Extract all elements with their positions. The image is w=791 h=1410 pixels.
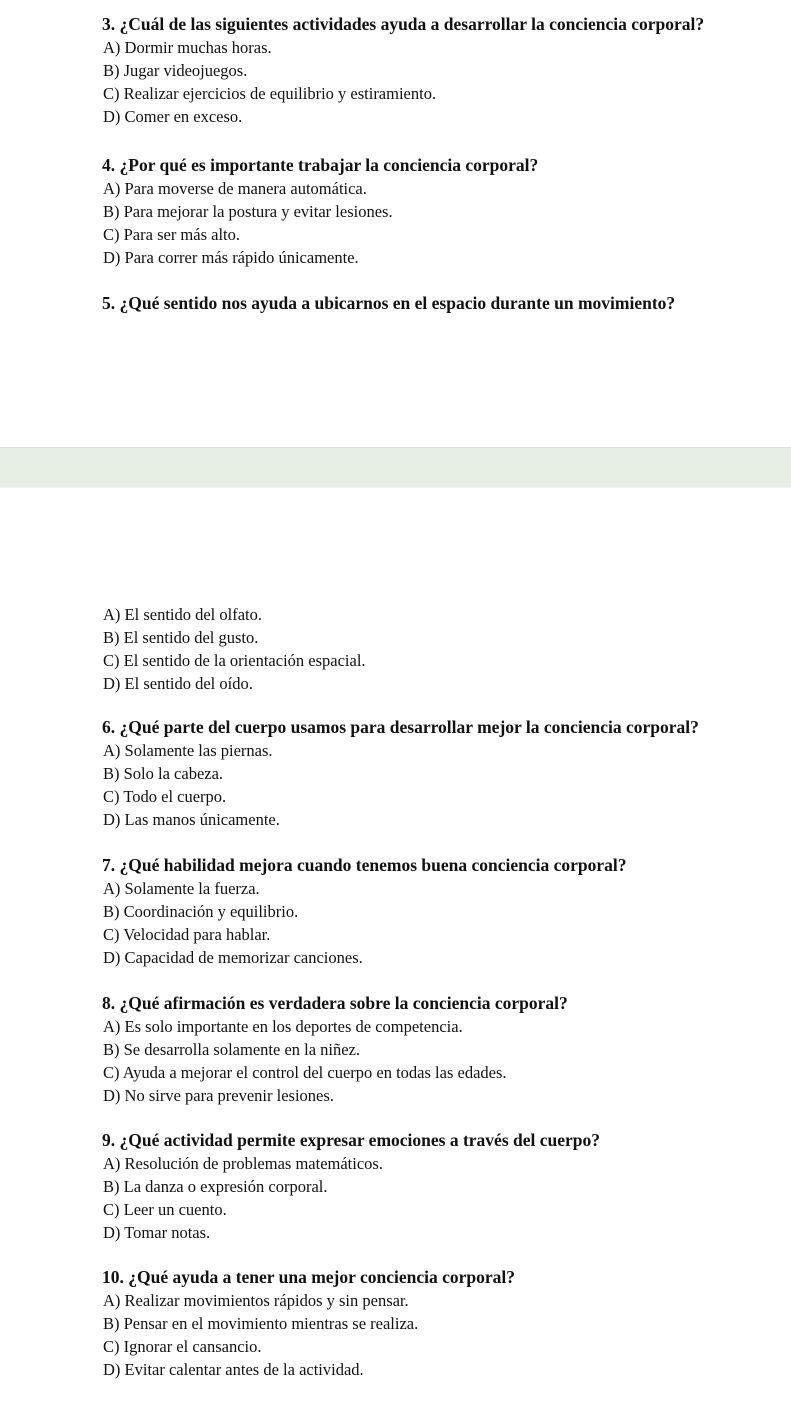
question-title: 10. ¿Qué ayuda a tener una mejor conciencia corporal?	[102, 1267, 515, 1287]
option-d: D) El sentido del oído.	[103, 674, 253, 693]
option-b: B) Se desarrolla solamente en la niñez.	[103, 1040, 361, 1059]
option-b: B) El sentido del gusto.	[103, 628, 259, 647]
option-a: A) Solamente la fuerza.	[103, 879, 260, 898]
option-b: B) Coordinación y equilibrio.	[103, 902, 299, 921]
option-a: A) Dormir muchas horas.	[103, 38, 272, 57]
option-d: D) Comer en exceso.	[103, 107, 243, 126]
option-a: A) Realizar movimientos rápidos y sin pensar.	[103, 1291, 409, 1310]
option-b: B) Para mejorar la postura y evitar lesiones.	[103, 202, 393, 221]
option-a: A) Para moverse de manera automática.	[103, 179, 367, 198]
option-a: A) Solamente las piernas.	[103, 741, 273, 760]
option-c: C) El sentido de la orientación espacial.	[103, 651, 366, 670]
question-8	[103, 991, 791, 1107]
option-d: D) Evitar calentar antes de la actividad.	[103, 1360, 364, 1379]
question-title: 8. ¿Qué afirmación es verdadera sobre la conciencia corporal?	[102, 993, 568, 1013]
option-c: C) Velocidad para hablar.	[103, 925, 271, 944]
option-a: A) Resolución de problemas matemáticos.	[103, 1154, 383, 1173]
option-c: C) Para ser más alto.	[103, 225, 241, 244]
question-6	[103, 715, 791, 831]
option-b: B) Pensar en el movimiento mientras se realiza.	[103, 1314, 419, 1333]
question-title: 7. ¿Qué habilidad mejora cuando tenemos buena conciencia corporal?	[102, 855, 627, 875]
option-d: D) Para correr más rápido únicamente.	[103, 248, 359, 267]
option-b: B) Solo la cabeza.	[103, 764, 224, 783]
question-title: 3. ¿Cuál de las siguientes actividades ayuda a desarrollar la conciencia corporal?	[102, 14, 705, 34]
option-b: B) La danza o expresión corporal.	[103, 1177, 328, 1196]
question-5	[103, 291, 791, 315]
option-b: B) Jugar videojuegos.	[103, 61, 248, 80]
question-title: 6. ¿Qué parte del cuerpo usamos para desarrollar mejor la conciencia corporal?	[102, 717, 699, 737]
option-a: A) El sentido del olfato.	[103, 605, 263, 624]
question-9	[103, 1128, 791, 1244]
question-7	[103, 853, 791, 969]
question-4	[103, 153, 791, 269]
page-break-band	[0, 447, 791, 488]
question-10	[103, 1265, 791, 1381]
question-title: 9. ¿Qué actividad permite expresar emociones a través del cuerpo?	[102, 1130, 601, 1150]
option-d: D) No sirve para prevenir lesiones.	[103, 1086, 334, 1105]
option-c: C) Ignorar el cansancio.	[103, 1337, 262, 1356]
option-c: C) Realizar ejercicios de equilibrio y estiramiento.	[103, 84, 437, 103]
question-5-options	[103, 603, 791, 695]
question-3	[103, 12, 791, 128]
option-a: A) Es solo importante en los deportes de competencia.	[103, 1017, 463, 1036]
question-title: 4. ¿Por qué es importante trabajar la conciencia corporal?	[102, 155, 539, 175]
question-title: 5. ¿Qué sentido nos ayuda a ubicarnos en el espacio durante un movimiento?	[102, 293, 676, 313]
option-d: D) Tomar notas.	[103, 1223, 211, 1242]
option-c: C) Leer un cuento.	[103, 1200, 227, 1219]
option-d: D) Capacidad de memorizar canciones.	[103, 948, 363, 967]
option-c: C) Ayuda a mejorar el control del cuerpo en todas las edades.	[103, 1063, 507, 1082]
option-d: D) Las manos únicamente.	[103, 810, 280, 829]
option-c: C) Todo el cuerpo.	[103, 787, 227, 806]
